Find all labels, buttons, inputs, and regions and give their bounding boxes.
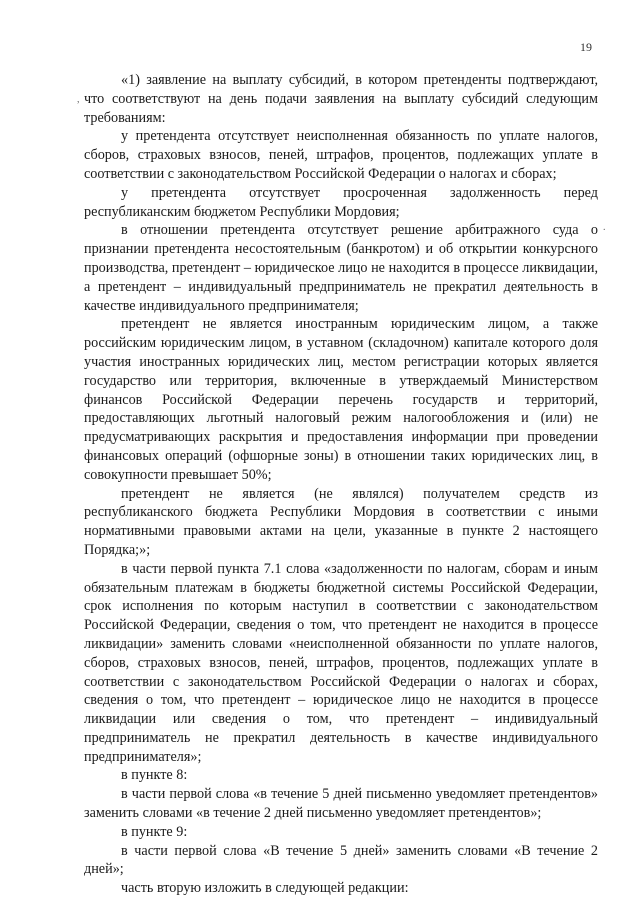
paragraph-item-7-1: в части первой пункта 7.1 слова «задолженности по налогам, сборам и иным обязательным платежам в бюджеты бюджетной системы Российской Федерации, срок исполнения по которым наступил в соответствии с законодательством Российской Федерации, сведения о том, что претендент не находится в процессе ликвидации» заменить словами «неисполненной обязанности по уплате налогов, сборов, страховых взносов, пеней, штрафов, процентов, подлежащих уплате в соответствии с законодательством Российской Федерации о налогах и сборах, сведения о том, что претендент – юридическое лицо не находится в процессе ликвидации или сведения о том, что претендент – индивидуальный предприниматель не прекратил деятельность в качестве индивидуального предпринимателя»; bbox=[84, 560, 598, 765]
paragraph-item-9-change: в части первой слова «В течение 5 дней» заменить словами «В течение 2 дней»; bbox=[84, 842, 598, 878]
scan-mark: . bbox=[603, 222, 606, 233]
paragraph-item-8-change: в части первой слова «в течение 5 дней письменно уведомляет претендентов» заменить словами «в течение 2 дней письменно уведомляет претендентов»; bbox=[84, 786, 598, 822]
paragraph-item-9-heading: в пункте 9: bbox=[121, 823, 188, 840]
paragraph-budget-recipient: претендент не является (не являлся) получателем средств из республиканского бюджета Республики Мордовия в соответствии с иными нормативными правовыми актами на цели, указанные в пункте 2 настоящего Порядка;»; bbox=[84, 485, 598, 558]
document-body bbox=[84, 71, 598, 898]
scan-mark: , bbox=[77, 94, 80, 105]
paragraph-budget-debt: у претендента отсутствует просроченная задолженность перед республиканским бюджетом Республики Мордовия; bbox=[84, 184, 598, 220]
paragraph-application-requirements: «1) заявление на выплату субсидий, в котором претенденты подтверждают, что соответствуют на день подачи заявления на выплату субсидий следующим требованиям: bbox=[84, 72, 598, 126]
paragraph-part-two: часть вторую изложить в следующей редакции: bbox=[121, 880, 409, 897]
paragraph-item-8-heading: в пункте 8: bbox=[121, 767, 188, 784]
paragraph-tax-obligation: у претендента отсутствует неисполненная обязанность по уплате налогов, сборов, страховых взносов, пеней, штрафов, процентов, подлежащих уплате в соответствии с законодательством Российской Федерации о налогах и сборах; bbox=[84, 128, 598, 182]
paragraph-foreign-entity: претендент не является иностранным юридическим лицом, а также российским юридическим лицом, в уставном (складочном) капитале которого доля участия иностранных юридических лиц, местом регистрации которых является государство или территория, включенные в утверждаемый Министерством финансов Российской Федерации перечень государств и территорий, предоставляющих льготный налоговый режим налогообложения и (или) не предусматривающих раскрытия и предоставления информации при проведении финансовых операций (офшорные зоны) в отношении таких юридических лиц, в совокупности превышает 50%; bbox=[84, 316, 598, 483]
page-number: 19 bbox=[580, 40, 592, 54]
paragraph-bankruptcy: в отношении претендента отсутствует решение арбитражного суда о признании претендента несостоятельным (банкротом) и об открытии конкурсного производства, претендент – юридическое лицо не находится в процессе ликвидации, а претендент – индивидуальный предприниматель не прекратил деятельность в качестве индивидуального предпринимателя; bbox=[84, 222, 598, 314]
